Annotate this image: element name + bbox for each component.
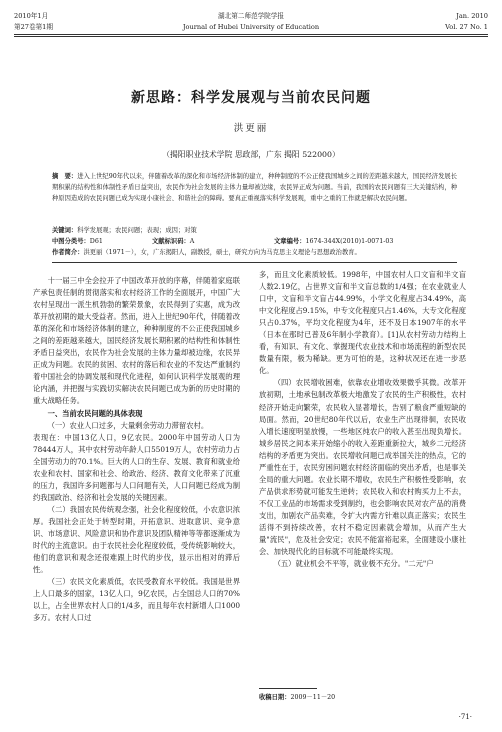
subsection-1-heading: （一）农业人口过多，大量剩余劳动力滞留农村。 bbox=[47, 420, 209, 430]
author-bio-text: 洪更丽（1971－），女，广东揭阳人，副教授，硕士，研究方向为马克思主义理论与思想政治教育。 bbox=[83, 249, 361, 256]
received-date bbox=[259, 692, 335, 701]
keywords-text: 科学发展观；农民问题；表现；成因；对策 bbox=[77, 227, 197, 234]
volume-cn: 第27卷第1期 bbox=[14, 23, 53, 31]
journal-name-en: Journal of Hubei University of Education bbox=[182, 23, 320, 31]
issue-date: 2010年1月 bbox=[14, 12, 49, 20]
subsection-3: （三）农民文化素质低，农民受教育水平较低。我国是世界上人口最多的国家，13亿人口，9亿农民，占全国总人口的70%以上，占全世界农村人口的1/4多，而且每年农村新增人口1000多万。农村人口过 bbox=[33, 577, 240, 623]
subsection-1-body: 表现在：中国13亿人口，9亿农民。2000年中国劳动人口为78444万人，其中农村劳动年龄人口55019万人，农村劳动力占全国劳动力的70.1%。巨大的人口的生存、发展、教育和就业给农业和农村、国家和社会、给政治、经济、教育文化带来了沉重的压力，我国许多问题都与人口问题有关，人口问题已经成为制约我国政治、经济和社会发展的关键因素。 bbox=[33, 432, 240, 502]
classification-label: 中图分类号： bbox=[52, 238, 90, 245]
section-heading: 一、当前农民问题的具体表现 bbox=[47, 408, 143, 418]
received-label: 收稿日期： bbox=[259, 694, 291, 701]
author-name: 洪更丽 bbox=[233, 123, 269, 134]
abstract bbox=[52, 172, 457, 204]
article-no-label: 文章编号： bbox=[274, 238, 306, 245]
article-no-value: 1674-344X(2010)1-0071-03 bbox=[305, 238, 394, 245]
subsection-2: （二）我国农民传统观念强，社会化程度较低，小农意识浓厚。我国社会正处于转型时期，开拓意识、进取意识、竞争意识、市场意识、风险意识和协作意识及团队精神等等都逐渐成为时代的主流意识。由于农民社会化程度较低，受传统影响较大，他们的意识和观念还很难跟上时代的步伐，显示出相对的滞后性。 bbox=[33, 504, 240, 575]
header-rule-thin bbox=[14, 36, 488, 37]
keywords-label: 关键词： bbox=[52, 227, 78, 234]
header-rule bbox=[14, 34, 488, 35]
doc-code-value: A bbox=[189, 238, 195, 245]
abstract-label: 摘 要： bbox=[52, 173, 78, 180]
received-value: 2009－11－20 bbox=[290, 694, 336, 701]
right-column bbox=[259, 269, 466, 570]
page-number: ·71· bbox=[458, 713, 472, 721]
keywords bbox=[52, 226, 457, 235]
subsection-3-continued: 多，而且文化素质较低。1998年，中国农村人口文盲和半文盲人数2.19亿，占世界文盲和半文盲总数的1/4强；在农业就业人口中，文盲和半文盲占44.99%，小学文化程度占34.49%，高中文化程度占9.15%，中专文化程度只占1.46%，大专文化程度只占0.37%，平均文化程度为4年，还不及日本1907年的水平（日本在那时已普及6年制小学教育）。[1]从农村劳动力结构上看，有知识、有文化、掌握现代农业技术和市场流程的新型农民数量有限，极为稀缺。更为可怕的是，这种状况还在进一步恶化。 bbox=[259, 270, 466, 376]
author-bio-label: 作者简介： bbox=[52, 249, 84, 256]
left-column bbox=[33, 275, 240, 624]
issue-date-en: Jan. 2010 bbox=[456, 12, 488, 20]
volume-en: Vol. 27 No. 1 bbox=[445, 23, 488, 31]
author-affiliation: （揭阳职业技术学院 思政部，广东 揭阳 522000） bbox=[162, 150, 340, 159]
author-bio bbox=[52, 248, 457, 257]
doc-code-label: 文献标识码： bbox=[152, 238, 190, 245]
intro-paragraph: 十一届三中全会拉开了中国改革开放的序幕，伴随着家庭联产承包责任制的贯彻落实和农村经济工作的全面展开，中国广大农村呈现出一派生机勃勃的繁荣景象，农民得到了实惠，成为改革开放初期的最大受益者。然而，进入上世纪90年代，伴随着改革的深化和市场经济体制的建立，种种制度的不公正使我国城乡之间的差距越来越大，国民经济发展长期积累的结构性和体制性矛盾日益突出，农民作为社会发展的主体力量却被边缘，农民异正成为问题。农民的贫困、农村的落后和农业的不发达严重制约着中国社会的协调发展和现代化进程，如何认识科学发展观的理论内涵，并把握与实践切实解决农民问题已成为新的历史时期的重大战略任务。 bbox=[33, 276, 240, 406]
article-title: 新思路：科学发展观与当前农民问题 bbox=[131, 90, 371, 106]
subsection-4: （四）农民增收困难，依靠农业增收效果微乎其微。改革开放初期，土地承包制改革极大地激发了农民的生产积极性，农村经济开始走向繁荣，农民收入显著增长，告别了粮食严重短缺的局面。然而，20世纪80年代以后，农业生产出现徘徊，农民收入增长速度明显放慢，一些地区纯农户的收入甚至出现负增长。城乡居民之间本来开始缩小的收入差距重新拉大，城乡二元经济结构的矛盾更为突出。农民增收问题已成举国关注的热点，它的严重性在于，农民穷困问题农村经济面临的突出矛盾，也是事关全局的重大问题。农业长期不增收，农民生产积极性受影响，农产品供求形势就可能发生逆转；农民收入和农村购买力上不去，不仅工业品的市场需求受到制约，也会影响农民对农产品的消费支出，加剧农产品卖难，令扩大内需方针难以真正落实；农民生活得不到持续改善，农村不稳定因素就会增加，从而产生大量"流民"，危及社会安定；农民不能富裕起来，全面建设小康社会、加快现代化的目标就不可能最终实现。 bbox=[259, 378, 466, 557]
footnote-rule bbox=[259, 688, 317, 689]
abstract-rule bbox=[52, 262, 457, 263]
journal-name-cn: 湖北第二师范学院学报 bbox=[218, 12, 284, 20]
subsection-5: （五）就业机会不平等，就业极不充分。"二元"户 bbox=[273, 559, 434, 569]
classification-value: D61 bbox=[89, 238, 103, 245]
abstract-text: 进入上世纪90年代以来，伴随着改革的深化和市场经济体制的建立，种种制度的不公正使我国城乡之间的差距越来越大，国民经济发展长期积累的结构性和体制性矛盾日益突出，农民作为社会发展的主体力量却被边缘，农民异正成为问题。当前，我国的农民问题有三大关键结构，种种原因造成的农民问题已成为实现小康社会、和谐社会的障碍。要真正重视落实科学发展观，重中之重的工作就是解决农民问题。 bbox=[52, 173, 458, 202]
